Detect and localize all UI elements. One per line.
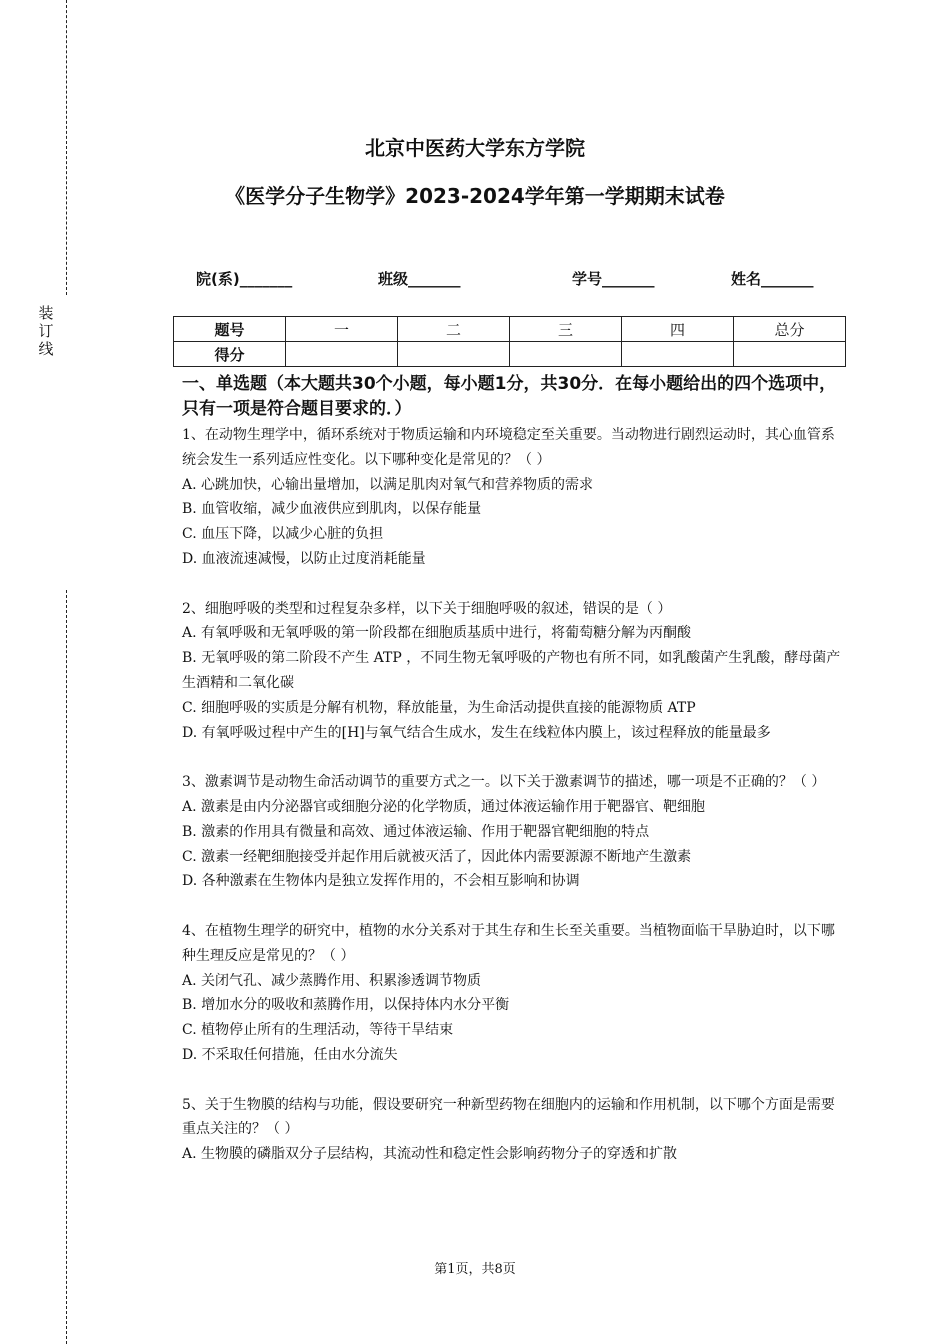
question-number-header: 题号 [174,317,286,342]
option-a: A. 有氧呼吸和无氧呼吸的第一阶段都在细胞质基质中进行，将葡萄糖分解为丙酮酸 [182,625,692,642]
score-table-header-row [174,317,846,342]
spacer [182,745,842,770]
option-c: C. 血压下降，以减少心脏的负担 [182,526,384,543]
score-cell-4 [622,342,734,367]
option-a: A. 生物膜的磷脂双分子层结构，其流动性和稳定性会影响药物分子的穿透和扩散 [182,1146,678,1163]
question-1 [182,423,842,572]
question-stem: 5、关于生物膜的结构与功能，假设要研究一种新型药物在细胞内的运输和作用机制，以下哪个方面是需要重点关注的？（ ） [182,1096,835,1138]
section-4-header: 四 [622,317,734,342]
question-list [182,423,842,1167]
binding-label-text: 装 订 线 [38,304,54,358]
score-table-score-row [174,342,846,367]
question-5 [182,1093,842,1167]
question-3 [182,770,842,894]
school-title: 北京中医药大学东方学院 [365,136,585,160]
option-c: C. 细胞呼吸的实质是分解有机物，释放能量，为生命活动提供直接的能源物质 ATP [182,699,696,716]
score-cell-total [734,342,846,367]
total-header: 总分 [734,317,846,342]
option-a: A. 心跳加快，心输出量增加，以满足肌肉对氧气和营养物质的需求 [182,476,594,493]
option-b: B. 激素的作用具有微量和高效、通过体液运输、作用于靶器官靶细胞的特点 [182,823,650,840]
student-info-row [0,268,950,292]
spacer [182,572,842,597]
section-1-header: 一 [286,317,398,342]
question-stem: 3、激素调节是动物生命活动调节的重要方式之一。以下关于激素调节的描述，哪一项是不正确的？（ ） [182,774,826,791]
section-heading: 一、单选题（本大题共30个小题，每小题1分，共30分．在每小题给出的四个选项中，只有一项是符合题目要求的．） [182,374,837,419]
option-d: D. 不采取任何措施，任由水分流失 [182,1046,398,1063]
option-b: B. 血管收缩，减少血液供应到肌肉，以保存能量 [182,501,482,518]
section-2-header: 二 [398,317,510,342]
score-table [173,316,846,367]
score-label: 得分 [174,342,286,367]
name-field: 姓名_______ [731,270,814,288]
question-stem: 2、细胞呼吸的类型和过程复杂多样，以下关于细胞呼吸的叙述，错误的是（ ） [182,600,672,617]
class-field: 班级_______ [378,270,461,288]
page-number: 第1页，共8页 [434,1262,516,1277]
score-cell-1 [286,342,398,367]
student-id-field: 学号_______ [572,270,655,288]
option-d: D. 各种激素在生物体内是独立发挥作用的，不会相互影响和协调 [182,873,580,890]
option-c: C. 植物停止所有的生理活动，等待干旱结束 [182,1022,454,1039]
question-2 [182,597,842,746]
option-d: D. 有氧呼吸过程中产生的[H]与氧气结合生成水，发生在线粒体内膜上，该过程释放的能量最多 [182,724,771,741]
option-a: A. 激素是由内分泌器官或细胞分泌的化学物质，通过体液运输作用于靶器官、靶细胞 [182,798,706,815]
exam-title: 《医学分子生物学》2023-2024学年第一学期期末试卷 [225,184,725,208]
question-stem: 4、在植物生理学的研究中，植物的水分关系对于其生存和生长至关重要。当植物面临干旱胁迫时，以下哪种生理反应是常见的？（ ） [182,922,835,964]
option-d: D. 血液流速减慢，以防止过度消耗能量 [182,550,426,567]
spacer [182,894,842,919]
option-b: B. 增加水分的吸收和蒸腾作用，以保持体内水分平衡 [182,997,510,1014]
question-stem: 1、在动物生理学中，循环系统对于物质运输和内环境稳定至关重要。当动物进行剧烈运动时，其心血管系统会发生一系列适应性变化。以下哪种变化是常见的？（ ） [182,427,835,468]
option-b: B. 无氧呼吸的第二阶段不产生 ATP ，不同生物无氧呼吸的产物也有所不同，如乳酸菌产生乳酸，酵母菌产生酒精和二氧化碳 [182,650,841,691]
department-field: 院(系)_______ [196,270,293,288]
question-4 [182,919,842,1068]
option-a: A. 关闭气孔、减少蒸腾作用、积累渗透调节物质 [182,972,482,989]
option-c: C. 激素一经靶细胞接受并起作用后就被灭活了，因此体内需要源源不断地产生激素 [182,848,692,865]
binding-label [38,304,54,358]
spacer [182,1068,842,1093]
binding-line-bottom [66,590,67,1344]
score-cell-3 [510,342,622,367]
section-3-header: 三 [510,317,622,342]
score-cell-2 [398,342,510,367]
